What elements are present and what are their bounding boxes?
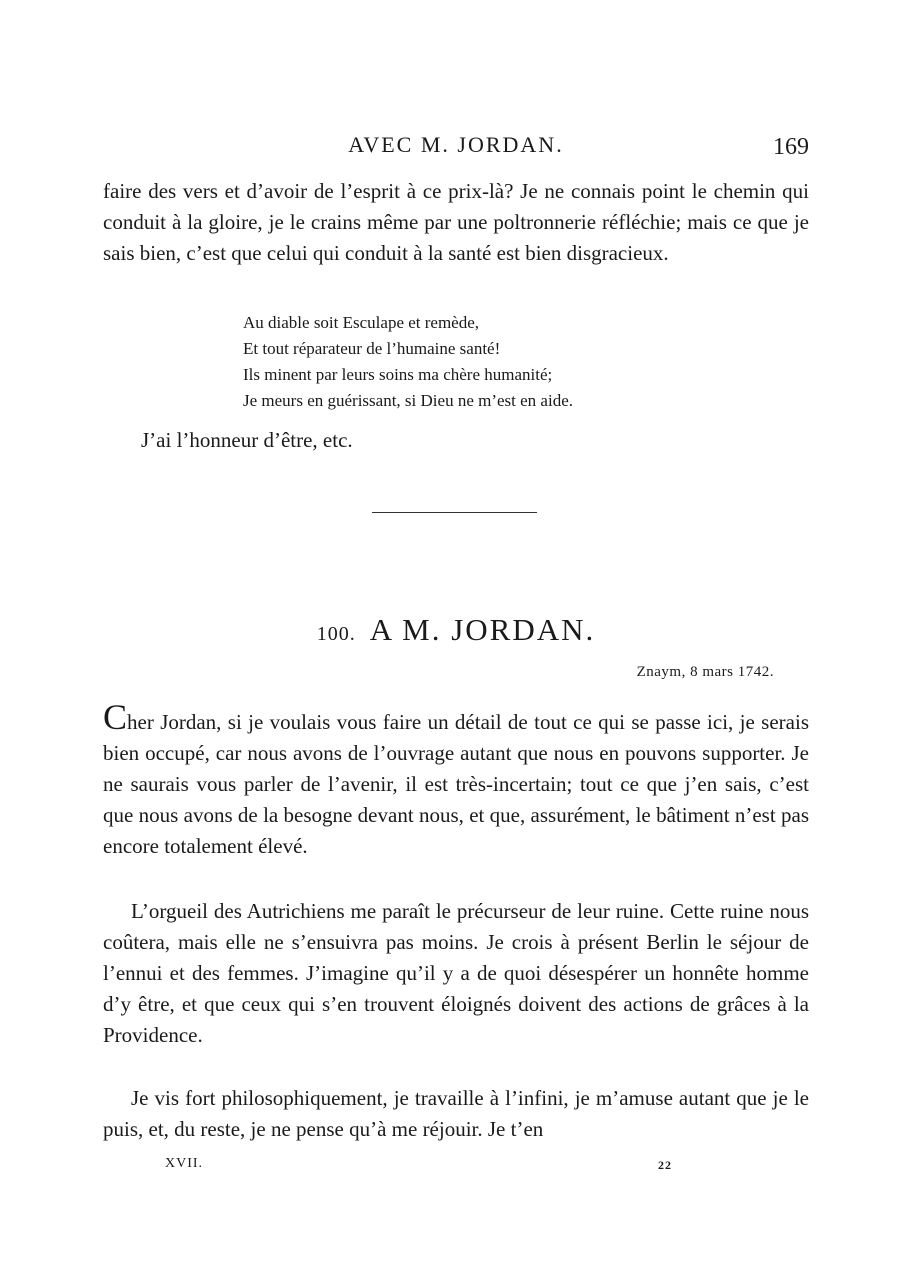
verse-line: Ils minent par leurs soins ma chère humanité; [243,365,553,384]
letter-paragraph-1 [103,697,809,862]
paragraph-text: her Jordan, si je voulais vous faire un détail de tout ce qui se passe ici, je serais bien occupé, car nous avons de l’ouvrage autant que nous en pouvons supporter. Je ne saurais vous parler de l’avenir, il est très-incertain; tout ce que j’en sais, c’est que nous avons de la besogne devant nous, et que, assurément, le bâtiment n’est pas encore totalement élevé. [103,710,809,858]
letter-paragraph-2: L’orgueil des Autrichiens me paraît le précurseur de leur ruine. Cette ruine nous coûtera, mais elle ne s’ensuivra pas moins. Je crois à présent Berlin le séjour de l’ennui et des femmes. J’imagine qu’il y a de quoi désespérer un honnête homme d’y être, et que ceux qui s’en trouvent éloignés doivent des actions de grâces à la Providence. [103,899,809,1047]
volume-mark: XVII. [165,1156,204,1171]
letter-paragraph-3: Je vis fort philosophiquement, je travaille à l’infini, je m’amuse autant que je le puis, et, du reste, je ne pense qu’à me réjouir. Je t’en [103,1086,809,1141]
closing-formula: J’ai l’honneur d’être, etc. [141,428,353,452]
letter-dateline: Znaym, 8 mars 1742. [636,664,774,680]
running-head [103,132,809,166]
drop-cap: C [103,697,128,737]
gathering-signature: 22 [658,1158,672,1172]
letter-number: 100. [316,623,356,645]
verse-line: Je meurs en guérissant, si Dieu ne m’est en aide. [243,391,573,410]
page-number: 169 [773,134,809,160]
verse-line: Au diable soit Esculape et remède, [243,313,480,332]
section-divider [372,512,537,513]
verse-line: Et tout réparateur de l’humaine santé! [243,339,501,358]
intro-paragraph: faire des vers et d’avoir de l’esprit à ce prix-là? Je ne connais point le chemin qui conduit à la gloire, je le crains même par une poltronnerie réfléchie; mais ce que je sais bien, c’est que celui qui conduit à la santé est bien disgracieux. [103,179,809,265]
letter-heading [103,612,809,648]
verse-block [243,310,573,414]
letter-title: A M. JORDAN. [369,612,596,647]
running-head-title: AVEC M. JORDAN. [348,132,564,157]
